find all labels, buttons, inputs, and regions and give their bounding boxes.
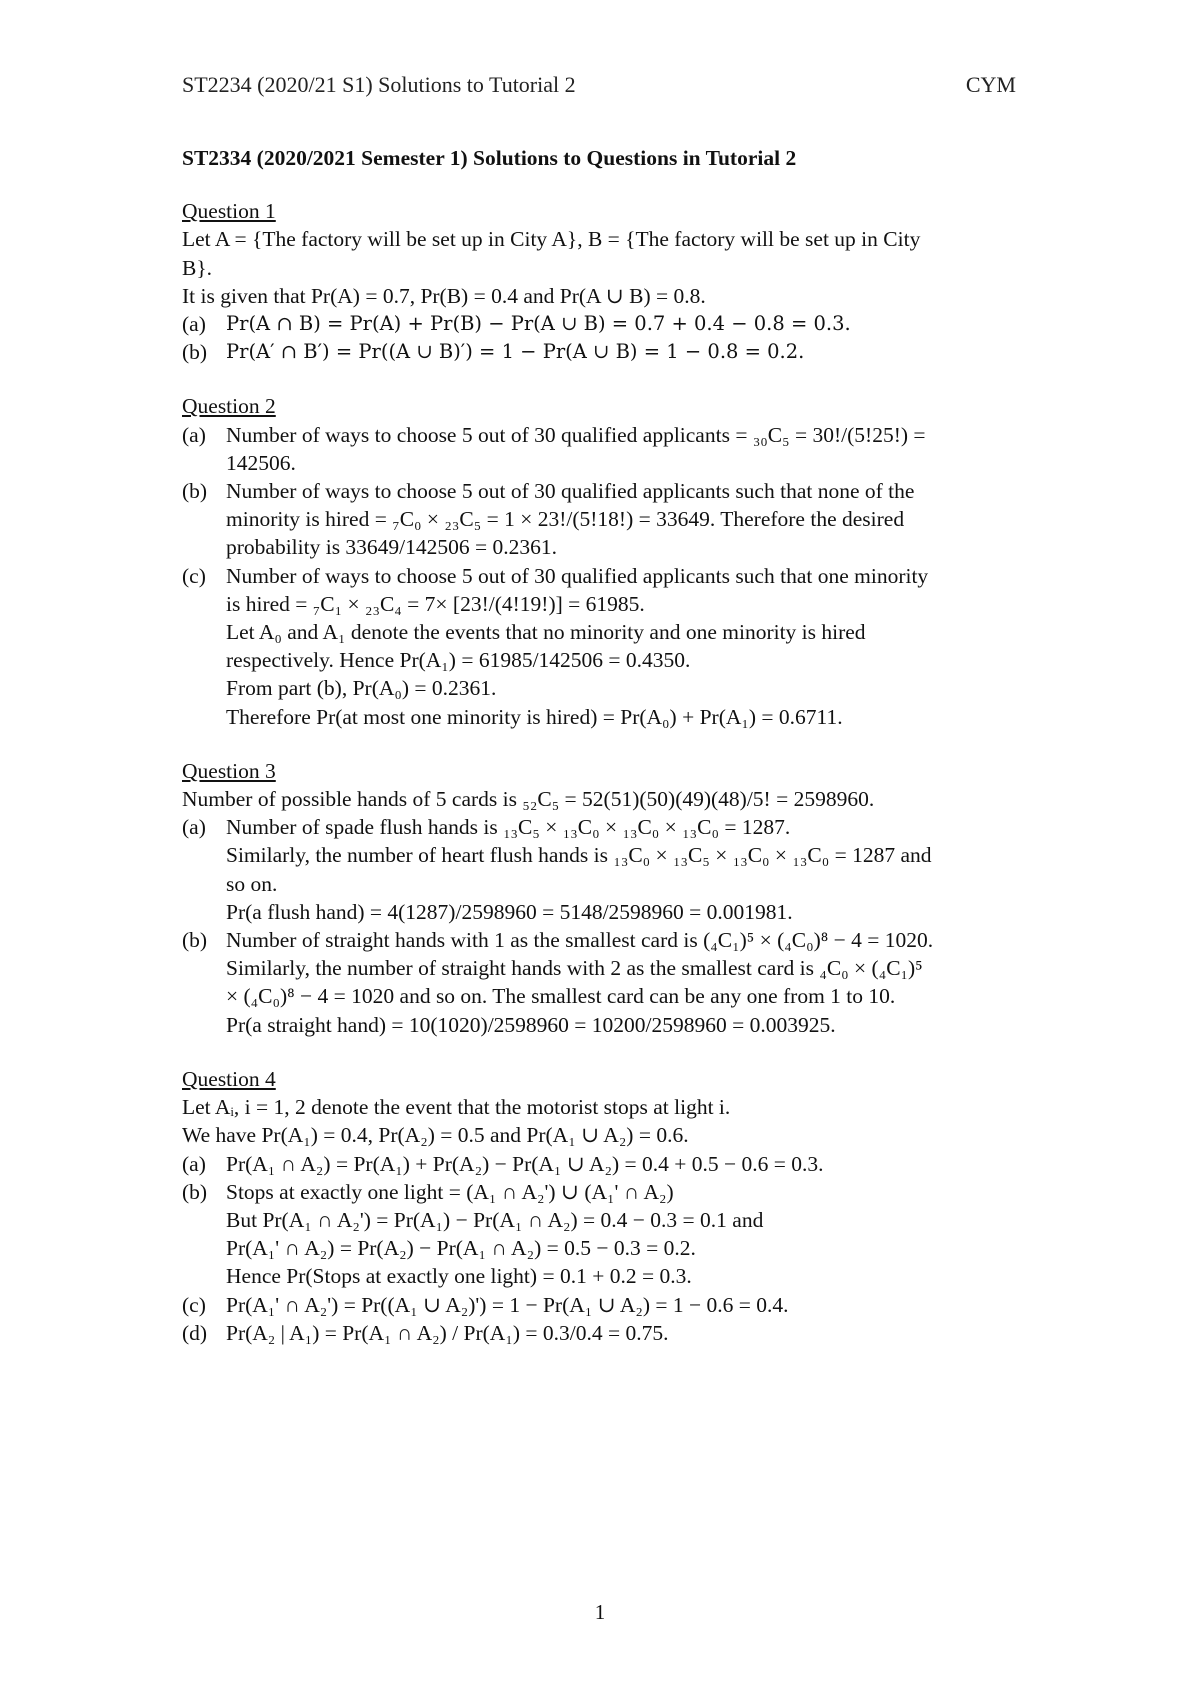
- q4-part-d: [182, 1319, 1022, 1347]
- q1-part-b: [182, 338, 1022, 366]
- q3-part-b-label: (b): [182, 928, 208, 953]
- q3-part-a: [182, 813, 1022, 926]
- q3-part-b-line-4: Pr(a straight hand) = 10(1020)/2598960 = 10200/2598960 = 0.003925.: [226, 1012, 836, 1037]
- q2-part-c: [182, 562, 1022, 731]
- q3-part-b-line-2: Similarly, the number of straight hands with 2 as the smallest card is ₄C₀ × (₄C₁)⁵: [226, 956, 923, 981]
- q1-part-a: [182, 310, 1022, 338]
- q1-given: It is given that Pr(A) = 0.7, Pr(B) = 0.4 and Pr(A ∪ B) = 0.8.: [182, 283, 706, 308]
- q4-part-c-text: Pr(A₁' ∩ A₂') = Pr((A₁ ∪ A₂)') = 1 − Pr(A₁ ∪ A₂) = 1 − 0.6 = 0.4.: [226, 1292, 789, 1317]
- document-body: [182, 144, 1022, 1373]
- q2-part-a-line-1: Number of ways to choose 5 out of 30 qualified applicants = ₃₀C₅ = 30!/(5!25!) =: [226, 422, 926, 447]
- q1-part-a-text: Pr(A ∩ B) = Pr(A) + Pr(B) − Pr(A ∪ B) = 0.7 + 0.4 − 0.8 = 0.3.: [226, 312, 851, 336]
- header-course-title: ST2234 (2020/21 S1) Solutions to Tutorial 2: [182, 72, 576, 97]
- q2-part-c-line-6: Therefore Pr(at most one minority is hired) = Pr(A₀) + Pr(A₁) = 0.6711.: [226, 704, 843, 729]
- q4-part-a: [182, 1150, 1022, 1178]
- q4-intro-line-2: We have Pr(A₁) = 0.4, Pr(A₂) = 0.5 and Pr(A₁ ∪ A₂) = 0.6.: [182, 1123, 689, 1148]
- q4-part-c-label: (c): [182, 1292, 206, 1317]
- page-number: 1: [594, 1600, 606, 1624]
- q2-part-c-line-1: Number of ways to choose 5 out of 30 qualified applicants such that one minority: [226, 563, 929, 588]
- q2-part-b: [182, 477, 1022, 562]
- q2-part-c-line-4: respectively. Hence Pr(A₁) = 61985/142506 = 0.4350.: [226, 648, 691, 673]
- q3-intro: Number of possible hands of 5 cards is ₅₂C₅ = 52(51)(50)(49)(48)/5! = 2598960.: [182, 787, 875, 812]
- q2-part-c-line-5: From part (b), Pr(A₀) = 0.2361.: [226, 676, 497, 701]
- q4-part-b-line-3: Pr(A₁' ∩ A₂) = Pr(A₂) − Pr(A₁ ∩ A₂) = 0.5 − 0.3 = 0.2.: [226, 1236, 696, 1261]
- q2-part-c-label: (c): [182, 563, 206, 588]
- q4-part-b-line-4: Hence Pr(Stops at exactly one light) = 0.1 + 0.2 = 0.3.: [226, 1264, 692, 1289]
- q4-part-a-label: (a): [182, 1151, 206, 1176]
- question-1-heading: Question 1: [182, 199, 276, 224]
- q4-part-c: [182, 1291, 1022, 1319]
- q3-part-a-line-1: Number of spade flush hands is ₁₃C₅ × ₁₃C₀ × ₁₃C₀ × ₁₃C₀ = 1287.: [226, 815, 791, 840]
- q3-part-b-line-1: Number of straight hands with 1 as the smallest card is (₄C₁)⁵ × (₄C₀)⁸ − 4 = 1020.: [226, 928, 934, 953]
- q2-part-b-line-1: Number of ways to choose 5 out of 30 qualified applicants such that none of the: [226, 479, 915, 504]
- q4-part-a-text: Pr(A₁ ∩ A₂) = Pr(A₁) + Pr(A₂) − Pr(A₁ ∪ A₂) = 0.4 + 0.5 − 0.6 = 0.3.: [226, 1151, 824, 1176]
- q4-part-b: [182, 1178, 1022, 1291]
- header-author-initials: CYM: [965, 72, 1016, 97]
- q4-intro-line-1: Let Aᵢ, i = 1, 2 denote the event that the motorist stops at light i.: [182, 1095, 731, 1120]
- q4-part-d-text: Pr(A₂ | A₁) = Pr(A₁ ∩ A₂) / Pr(A₁) = 0.3/0.4 = 0.75.: [226, 1320, 669, 1345]
- q2-part-a-label: (a): [182, 422, 206, 447]
- q4-part-b-line-1: Stops at exactly one light = (A₁ ∩ A₂') ∪ (A₁' ∩ A₂): [226, 1179, 674, 1204]
- q4-part-d-label: (d): [182, 1320, 208, 1345]
- question-4-heading: Question 4: [182, 1066, 276, 1091]
- q2-part-b-line-3: probability is 33649/142506 = 0.2361.: [226, 535, 558, 560]
- q2-part-b-line-2: minority is hired = ₇C₀ × ₂₃C₅ = 1 × 23!/(5!18!) = 33649. Therefore the desired: [226, 507, 905, 532]
- question-2: [182, 392, 1022, 730]
- q3-part-a-line-2: Similarly, the number of heart flush hands is ₁₃C₀ × ₁₃C₅ × ₁₃C₀ × ₁₃C₀ = 1287 and: [226, 843, 932, 868]
- q3-part-b-line-3: × (₄C₀)⁸ − 4 = 1020 and so on. The smallest card can be any one from 1 to 10.: [226, 984, 896, 1009]
- question-1: [182, 197, 1022, 366]
- question-4: [182, 1065, 1022, 1347]
- q2-part-c-line-3: Let A₀ and A₁ denote the events that no minority and one minority is hired: [226, 620, 866, 645]
- q3-part-a-line-3: so on.: [226, 871, 278, 896]
- q4-part-b-line-2: But Pr(A₁ ∩ A₂') = Pr(A₁) − Pr(A₁ ∩ A₂) = 0.4 − 0.3 = 0.1 and: [226, 1207, 764, 1232]
- question-2-heading: Question 2: [182, 394, 276, 419]
- q1-intro-line-1: Let A = {The factory will be set up in City A}, B = {The factory will be set up in City: [182, 227, 921, 252]
- q4-part-b-label: (b): [182, 1179, 208, 1204]
- q2-part-a: [182, 421, 1022, 477]
- q2-part-b-label: (b): [182, 479, 208, 504]
- q3-part-a-line-4: Pr(a flush hand) = 4(1287)/2598960 = 5148/2598960 = 0.001981.: [226, 899, 793, 924]
- question-3-heading: Question 3: [182, 758, 276, 783]
- running-header: [182, 72, 1016, 98]
- question-3: [182, 757, 1022, 1039]
- page-title: ST2334 (2020/2021 Semester 1) Solutions to Questions in Tutorial 2: [182, 146, 797, 170]
- q3-part-b: [182, 926, 1022, 1039]
- q1-intro-line-2: B}.: [182, 255, 213, 280]
- q2-part-c-line-2: is hired = ₇C₁ × ₂₃C₄ = 7× [23!/(4!19!)] = 61985.: [226, 591, 645, 616]
- q1-part-b-text: Pr(A′ ∩ B′) = Pr((A ∪ B)′) = 1 − Pr(A ∪ B) = 1 − 0.8 = 0.2.: [226, 340, 805, 364]
- q1-part-b-label: (b): [182, 340, 208, 365]
- q2-part-a-line-2: 142506.: [226, 450, 296, 475]
- q1-part-a-label: (a): [182, 312, 206, 337]
- q3-part-a-label: (a): [182, 815, 206, 840]
